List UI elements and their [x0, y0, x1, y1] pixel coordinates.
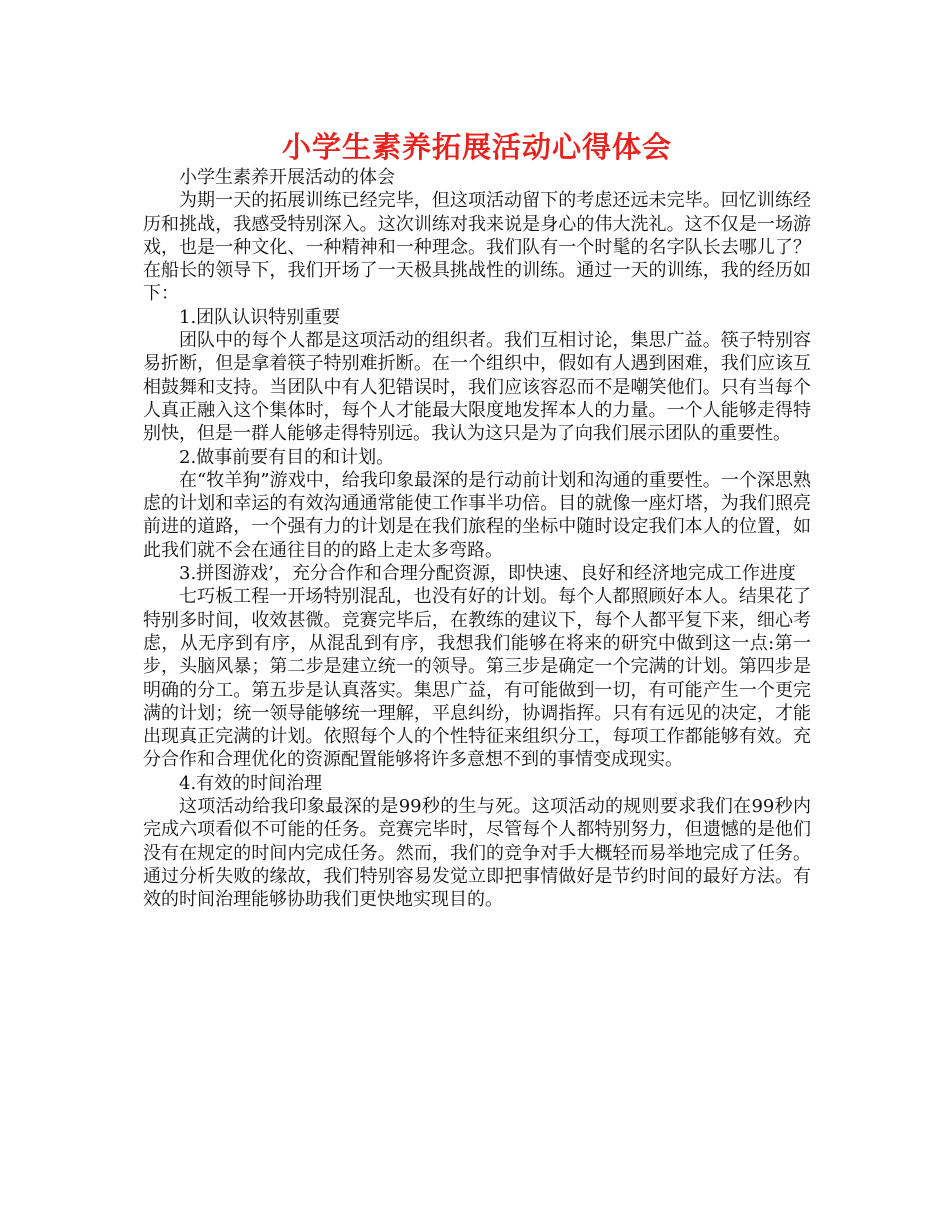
- section-heading: 2.做事前要有目的和计划。: [179, 446, 395, 468]
- document-title: 小学生素养拓展活动心得体会: [281, 130, 672, 164]
- paragraph: 七巧板工程一开场特别混乱，也没有好的计划。每个人都照顾好本人。结果花了特别多时间，收效甚微。竞赛完毕后，在教练的建议下，每个人都平复下来，细心考虑，从无序到有序，从混乱到有序，我想我们能够在将来的研究中做到这一点:第一步，头脑风暴；第二步是建立统一的领导。第三步是确定一个完满的计划。第四步是明确的分工。第五步是认真落实。集思广益，有可能做到一切，有可能产生一个更完满的计划；统一领导能够统一理解，平息纠纷，协调指挥。只有有远见的决定，才能出现真正完满的计划。依照每个人的个性特征来组织分工，每项工作都能够有效。充分合作和合理优化的资源配置能够将许多意想不到的事情变成现实。: [143, 586, 811, 771]
- paragraph: 为期一天的拓展训练已经完毕，但这项活动留下的考虑还远未完毕。回忆训练经历和挑战，我感受特别深入。这次训练对我来说是身心的伟大洗礼。这不仅是一场游戏，也是一种文化、一种精神和一种理念。我们队有一个时髦的名字队长去哪儿了？在船长的领导下，我们开场了一天极具挑战性的训练。通过一天的训练，我的经历如下：: [143, 190, 811, 305]
- document-page: [143, 128, 811, 912]
- section-heading: 1.团队认识特别重要: [179, 306, 341, 328]
- paragraph: 这项活动给我印象最深的是99秒的生与死。这项活动的规则要求我们在99秒内完成六项看似不可能的任务。竞赛完毕时，尽管每个人都特别努力，但遗憾的是他们没有在规定的时间内完成任务。然而，我们的竞争对手大概轻而易举地完成了任务。通过分析失败的缘故，我们特别容易发觉立即把事情做好是节约时间的最好方法。有效的时间治理能够协助我们更快地实现目的。: [143, 796, 811, 911]
- document-body: [143, 166, 811, 912]
- paragraph: 在“牧羊狗”游戏中，给我印象最深的是行动前计划和沟通的重要性。一个深思熟虑的计划和幸运的有效沟通通常能使工作事半功倍。目的就像一座灯塔，为我们照亮前进的道路，一个强有力的计划是在我们旅程的坐标中随时设定我们本人的位置，如此我们就不会在通往目的的路上走太多弯路。: [143, 469, 811, 561]
- paragraph-subtitle: 小学生素养开展活动的体会: [179, 167, 395, 188]
- section-heading: 4.有效的时间治理: [179, 772, 323, 794]
- paragraph: 团队中的每个人都是这项活动的组织者。我们互相讨论，集思广益。筷子特别容易折断，但是拿着筷子特别难折断。在一个组织中，假如有人遇到困难，我们应该互相鼓舞和支持。当团队中有人犯错误时，我们应该容忍而不是嘲笑他们。只有当每个人真正融入这个集体时，每个人才能最大限度地发挥本人的力量。一个人能够走得特别快，但是一群人能够走得特别远。我认为这只是为了向我们展示团队的重要性。: [143, 330, 811, 445]
- section-heading: 3.拼图游戏’，充分合作和合理分配资源，即快速、良好和经济地完成工作进度: [179, 563, 796, 585]
